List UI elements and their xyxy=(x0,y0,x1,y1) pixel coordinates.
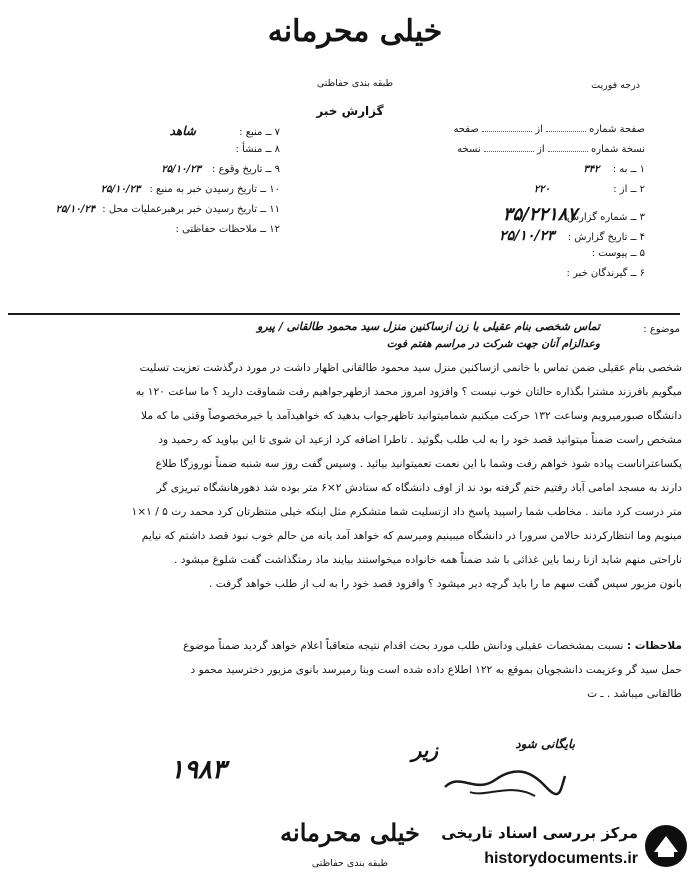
footer-classification-title: خیلی محرمانه xyxy=(280,818,420,847)
field-recipients: ۶ ــ گیرندگان خبر : xyxy=(566,268,645,279)
report-title: گزارش خبر xyxy=(316,104,384,118)
subject-line-2: وعدالزام آنان جهت شرکت در مراسم هفتم فوت xyxy=(386,338,600,350)
field-origin: ۸ ــ منشأ : xyxy=(235,144,280,155)
classification-label: طبقه بندی حفاظتی xyxy=(316,78,394,89)
handwritten-document-number: ۱۹۸۳ xyxy=(170,755,226,785)
notes-label: ملاحظات : xyxy=(626,640,682,652)
body-line: طالقانی میباشد . ـ ت xyxy=(587,688,682,700)
classification-title: خیلی محرمانه xyxy=(267,14,443,49)
left-field-column xyxy=(10,124,280,244)
field-source-received: ۱۰ ــ تاریخ رسیدن خبر به منبع : ۲۵/۱۰/۲۳ xyxy=(100,184,280,195)
field-source-received-value: ۲۵/۱۰/۲۳ xyxy=(100,184,141,195)
field-attachment: ۵ ــ پیوست : xyxy=(591,248,645,259)
field-security-notes: ۱۲ ــ ملاحظات حفاظتی : xyxy=(175,224,280,235)
body-line: یکساعتراناست پیاده شود خواهم رفت وشما با این نعمت تعمیتوانید بیائید . وسپس گفت روز سه شنبه ضمناً نوروزگا طلاع xyxy=(155,458,682,470)
field-copy-number: نسخة شماره از نسخه xyxy=(457,144,645,155)
body-line: مینویم وما انتظارکردند حالامن سرورا در دانشگاه میبینیم ومیرسم که خواهد آمد یانه من حالم خوب نبود قصد داشتم که نیایم xyxy=(141,530,682,542)
notes-block xyxy=(14,640,682,712)
field-source: ۷ ــ منبع : شاهد xyxy=(169,124,280,138)
field-from-value: ۲۲۰ xyxy=(533,184,551,195)
field-report-date-value: ۲۵/۱۰/۲۳ xyxy=(499,228,555,244)
scribble-mark xyxy=(440,762,570,802)
right-field-column xyxy=(390,124,645,288)
field-page-number: صفحة شماره از صفحه xyxy=(453,124,645,135)
body-line: مشخص راست ضمناً میتوانید قصد خود را به لب طلب بگوئید . تاطرا اضافه کرد ازعید ان شوی تا این بیاوید که رحمید ود xyxy=(158,434,682,446)
field-source-value: شاهد xyxy=(169,124,196,138)
field-event-date: ۹ ــ تاریخ وقوع : ۲۵/۱۰/۲۳ xyxy=(161,164,280,175)
field-to-value: ۳۴۲ xyxy=(583,164,600,175)
body-line: دانشگاه صبورمیرویم وساعت ۱۳۲ حرکت میکنیم شمامیتوانید تاظهرجواب بدهید که خواهیدآمد یا خیرمخصوصاً وقتی ما که ملا xyxy=(141,410,682,422)
body-line: بانون مزبور سپس گفت سهم ما را باید گرچه دیر میشود ؟ وافزود قصد خود را به لب از طلب خواهد گرفت . xyxy=(208,578,682,590)
notes-line xyxy=(14,640,682,664)
archive-logo-icon xyxy=(642,822,690,870)
notes-text: نسبت بمشخصات عقیلی ودانش طلب مورد بحث اقدام نتیجه متعاقباً اعلام خواهد گردید ضمناً موضوع xyxy=(183,640,624,652)
subject-divider xyxy=(8,313,680,315)
field-report-number: ۳ ــ شماره گزارش : ۳۵/۲۲۱۸۷ xyxy=(502,204,645,225)
body-line: حمل سید گر وعزیمت دانشجویان بموقع به ۱۲۲ اطلاع داده شده است وبنا رمیرسد بانوی مزبور دخترسید محمو د xyxy=(190,664,682,676)
body-line: متر درست کرد مانند . مخاطب شما راسپید پاسخ داد ازتسلیت شما متشکرم مثل اینکه خیلی منتظرتان کرد محمد رت ۵ / ۱×۱ xyxy=(131,506,682,518)
watermark-site: historydocuments.ir xyxy=(484,850,638,867)
field-to: ۱ ــ به : ۳۴۲ xyxy=(583,164,645,175)
body-line: شخصی بنام عقیلی ضمن تماس با خانمی ازساکنین منزل سید محمود طالقانی اظهار داشت در مورد درگذشت تعزیت تسلیت xyxy=(139,362,682,374)
handwritten-filing-note: بایگانی شود xyxy=(515,737,575,751)
watermark-name: مرکز بررسی اسناد تاریخی xyxy=(441,824,638,842)
field-report-number-value: ۳۵/۲۲۱۸۷ xyxy=(502,204,578,225)
urgency-label: درجه فوریت xyxy=(591,80,640,91)
body-line: دارند به مسجد امامی آباد رفتیم ختم گرفته بود ند از اوف دانشگاه که ستادش ۲×۶ متر بوده شد دهورهانشگاه تبریزی گر xyxy=(156,482,682,494)
body-line: میگویم بافرزند مشترا بگذاره حالتان خوب نیست ؟ وافزود امروز محمد ازطهرجواهیم رفت شماوقت دارید ؟ ما ساعت ۱۲۰ به xyxy=(135,386,682,398)
field-from: ۲ ــ از : ۲۲۰ xyxy=(533,184,645,195)
footer-classification-label: طبقه بندی حفاظتی xyxy=(311,858,389,869)
field-ops-received: ۱۱ ــ تاریخ رسیدن خبر برهبرعملیات محل : ۲۵/۱۰/۲۴ xyxy=(55,204,280,215)
field-report-date: ۴ ــ تاریخ گزارش : ۲۵/۱۰/۲۳ xyxy=(499,228,645,244)
field-event-date-value: ۲۵/۱۰/۲۳ xyxy=(161,164,201,175)
subject-label: موضوع : xyxy=(643,324,680,335)
field-ops-received-value: ۲۵/۱۰/۲۴ xyxy=(55,204,96,215)
handwritten-signature: زیر xyxy=(411,738,438,762)
body-line: ناراحتی منهم شاید ازنا رنما باین غذائی با شد ضمناً همه خانواده میخواستند بیایند ماد رمتگذاشت گفت شلوغ میشود . xyxy=(174,554,682,566)
subject-line-1: تماس شخصی بنام عقیلی با زن ازساکنین منزل سید محمود طالقانی / پیرو xyxy=(257,320,600,333)
watermark xyxy=(440,818,692,880)
report-body xyxy=(14,362,682,602)
